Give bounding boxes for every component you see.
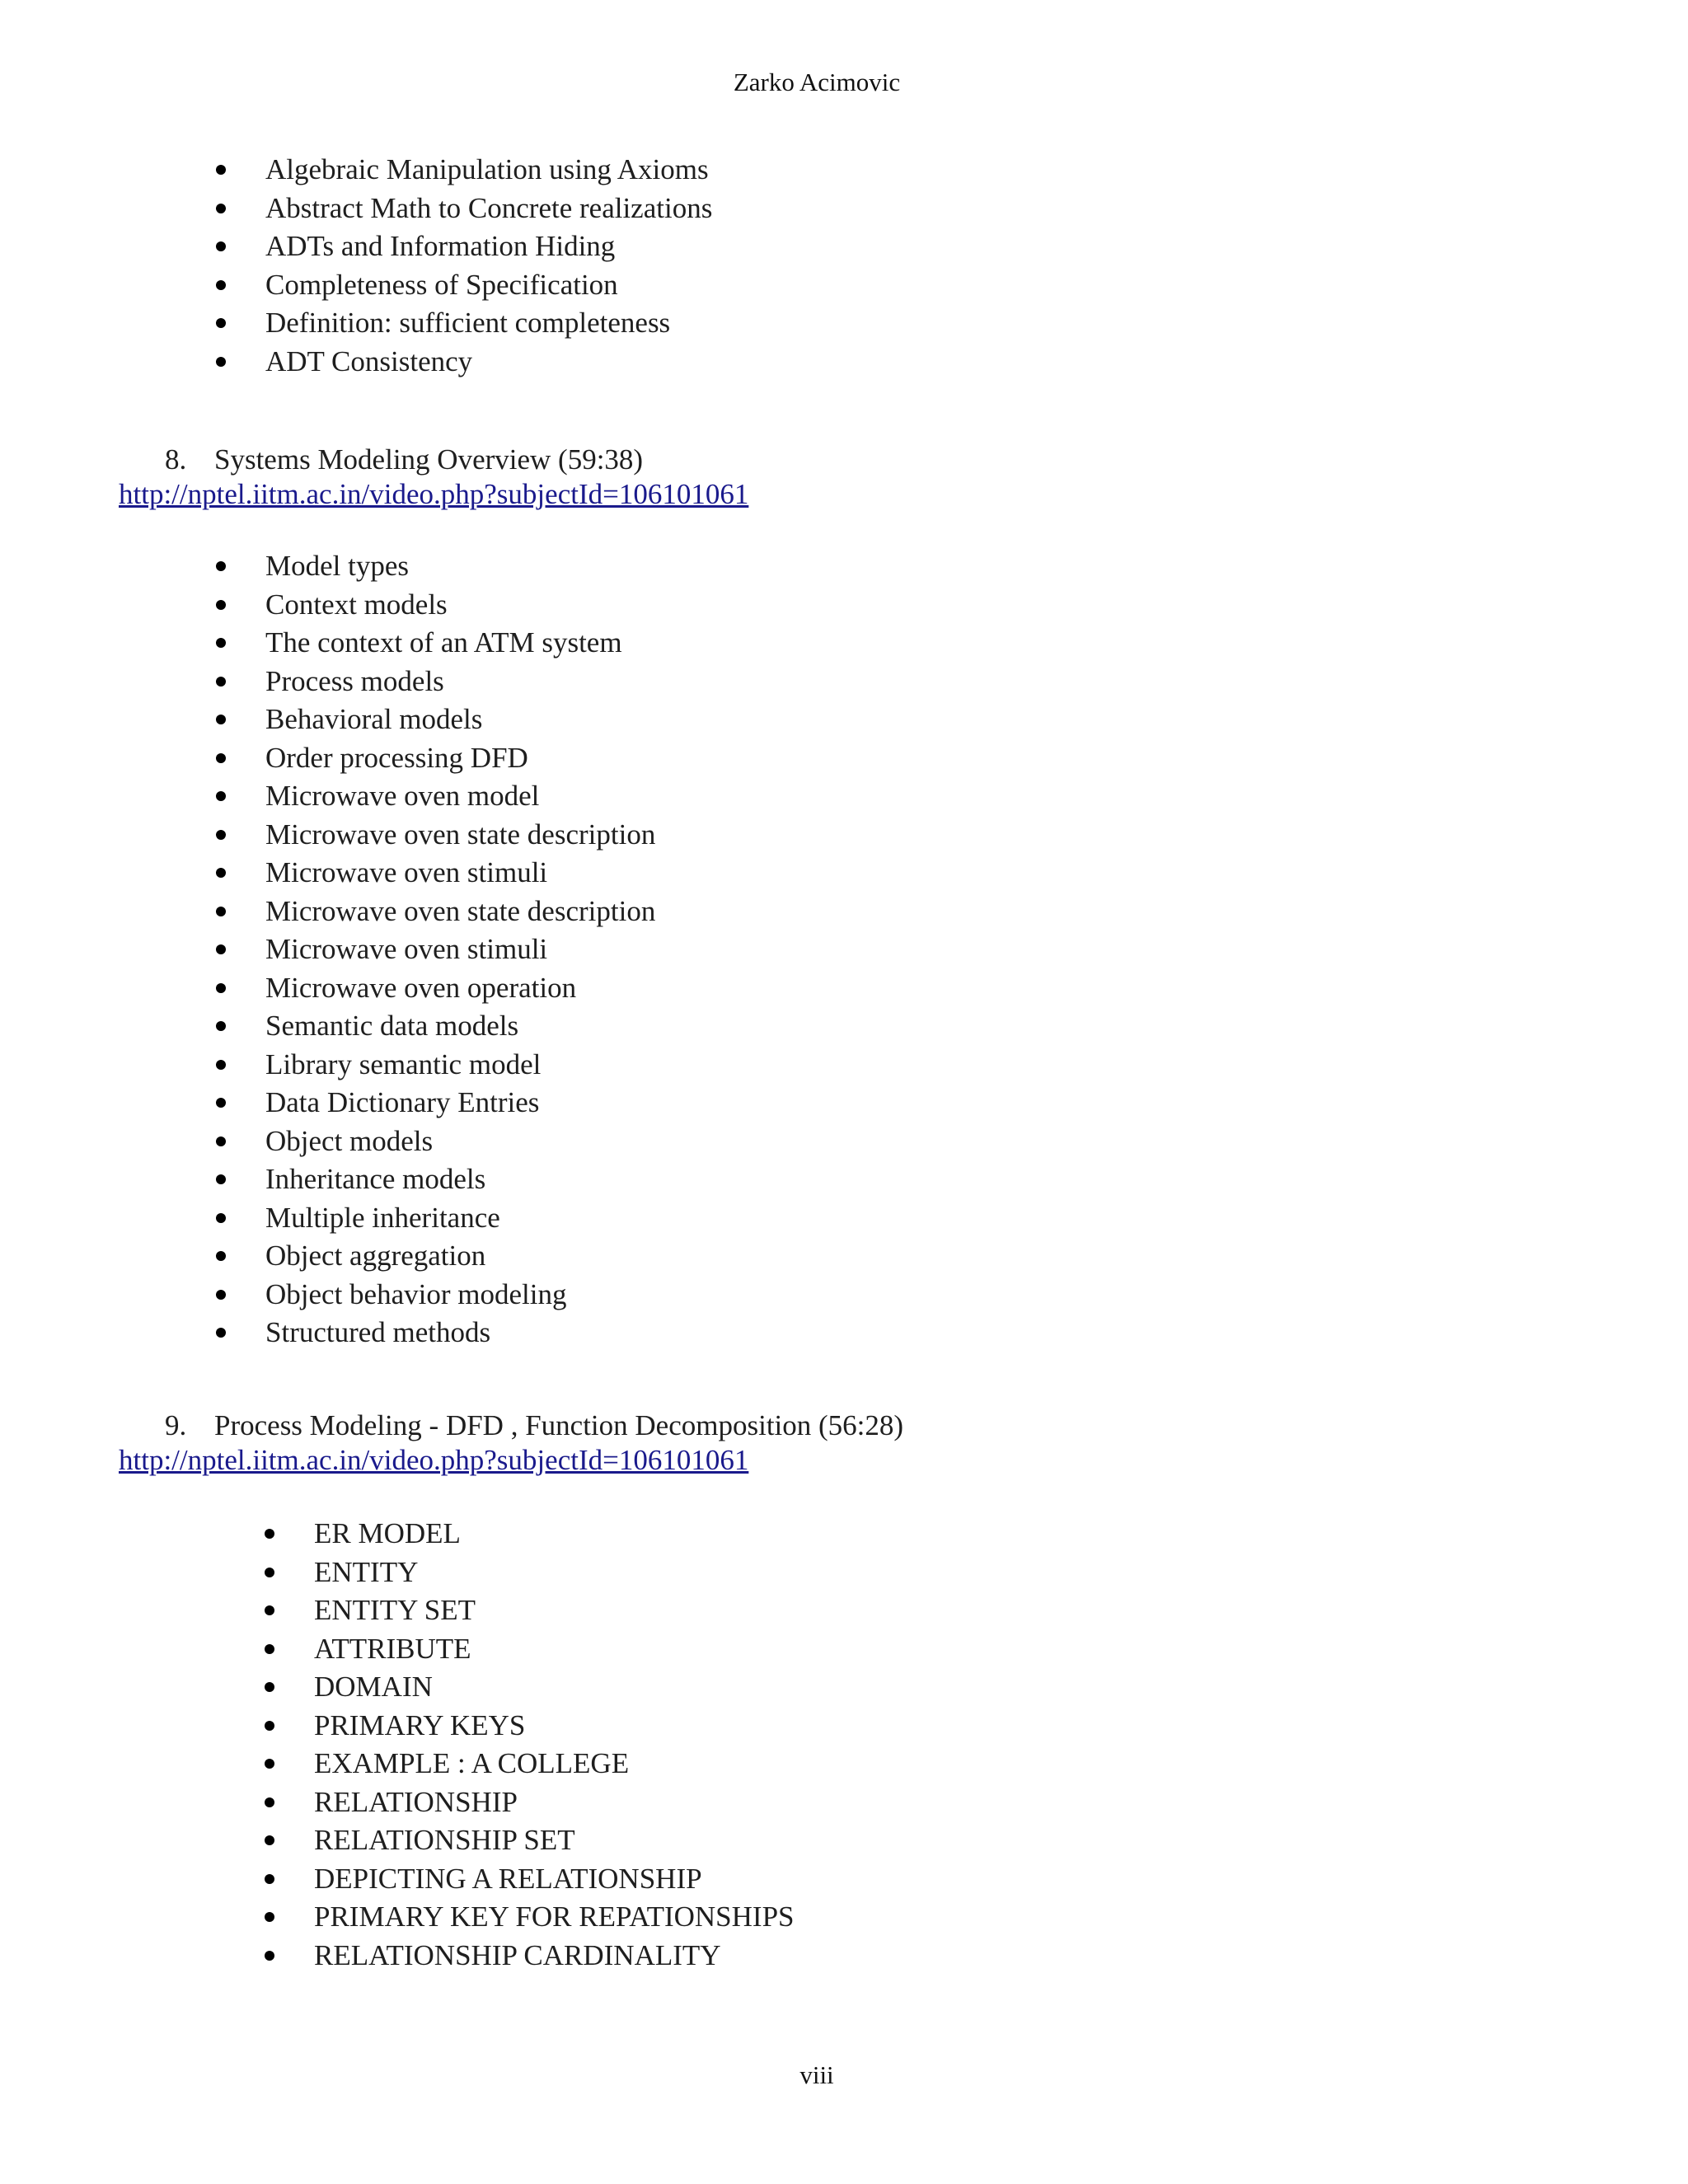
list-item (314, 1630, 795, 1669)
list-item (265, 1276, 655, 1315)
list-item (265, 586, 655, 625)
list-item (265, 624, 655, 663)
page-header-author: Zarko Acimovic (733, 68, 901, 96)
list-item (265, 1046, 655, 1085)
intro-bullet-list (265, 151, 712, 381)
bullet-icon (216, 1328, 226, 1338)
list-item-text: PRIMARY KEYS (314, 1708, 526, 1741)
bullet-icon (265, 1759, 274, 1769)
list-item-text: Abstract Math to Concrete realizations (265, 191, 713, 224)
bullet-icon (216, 868, 226, 878)
list-item-text: ENTITY SET (314, 1594, 476, 1626)
bullet-icon (216, 830, 226, 840)
bullet-icon (265, 1951, 274, 1961)
list-item-text: Library semantic model (265, 1047, 542, 1080)
section-9-number: 9. (165, 1409, 187, 1441)
list-item (265, 854, 655, 893)
section-9-heading (165, 1409, 903, 1442)
bullet-icon (265, 1644, 274, 1654)
list-item-text: The context of an ATM system (265, 626, 622, 658)
bullet-icon (216, 677, 226, 687)
bullet-icon (265, 1721, 274, 1731)
bullet-icon (265, 1912, 274, 1922)
bullet-icon (216, 983, 226, 993)
list-item (265, 151, 712, 190)
list-item (265, 969, 655, 1008)
list-item (265, 304, 712, 343)
section-9-link[interactable]: http://nptel.iitm.ac.in/video.php?subjectId=106101061 (119, 1444, 749, 1476)
list-item (314, 1860, 795, 1899)
list-item-text: ADTs and Information Hiding (265, 230, 616, 262)
list-item (314, 1515, 795, 1554)
list-item-text: Algebraic Manipulation using Axioms (265, 153, 709, 185)
bullet-icon (216, 204, 226, 213)
list-item-text: ADT Consistency (265, 344, 473, 377)
list-item-text: EXAMPLE : A COLLEGE (314, 1747, 630, 1779)
list-item (265, 777, 655, 816)
bullet-icon (216, 165, 226, 175)
list-item (265, 227, 712, 266)
list-item-text: Process models (265, 664, 444, 697)
bullet-icon (216, 1098, 226, 1108)
list-item-text: Microwave oven state description (265, 818, 656, 851)
list-item-text: Object models (265, 1124, 434, 1157)
list-item (314, 1745, 795, 1783)
bullet-icon (216, 357, 226, 367)
bullet-icon (216, 638, 226, 648)
page-number: viii (799, 2060, 834, 2089)
list-item (265, 1199, 655, 1238)
list-item (265, 1237, 655, 1276)
list-item-text: RELATIONSHIP CARDINALITY (314, 1938, 721, 1971)
bullet-icon (216, 1290, 226, 1300)
list-item-text: Microwave oven state description (265, 894, 656, 927)
list-item-text: Structured methods (265, 1316, 491, 1348)
bullet-icon (265, 1605, 274, 1615)
list-item (265, 343, 712, 382)
list-item (265, 816, 655, 855)
bullet-icon (216, 1021, 226, 1031)
list-item-text: RELATIONSHIP (314, 1785, 518, 1818)
list-item-text: Multiple inheritance (265, 1201, 500, 1234)
bullet-icon (216, 318, 226, 328)
list-item (265, 547, 655, 586)
section-9-bullet-list (314, 1515, 795, 1975)
section-8-bullet-list (265, 547, 655, 1352)
bullet-icon (265, 1874, 274, 1884)
bullet-icon (216, 907, 226, 916)
section-8-number: 8. (165, 443, 187, 476)
list-item (265, 1007, 655, 1046)
bullet-icon (216, 944, 226, 954)
bullet-icon (265, 1529, 274, 1539)
bullet-icon (265, 1682, 274, 1692)
list-item-text: Order processing DFD (265, 741, 528, 774)
section-8-link[interactable]: http://nptel.iitm.ac.in/video.php?subjectId=106101061 (119, 478, 749, 510)
list-item-text: ATTRIBUTE (314, 1632, 471, 1665)
list-item-text: Semantic data models (265, 1010, 519, 1042)
list-item (314, 1554, 795, 1592)
list-item-text: Object aggregation (265, 1240, 486, 1272)
list-item (265, 930, 655, 969)
list-item (314, 1783, 795, 1822)
bullet-icon (265, 1568, 274, 1577)
list-item-text: Microwave oven operation (265, 971, 577, 1004)
bullet-icon (216, 1137, 226, 1146)
list-item-text: Inheritance models (265, 1163, 486, 1195)
list-item-text: RELATIONSHIP SET (314, 1824, 575, 1856)
bullet-icon (216, 600, 226, 610)
bullet-icon (216, 1251, 226, 1261)
list-item-text: ENTITY (314, 1555, 419, 1588)
bullet-icon (216, 1174, 226, 1184)
bullet-icon (216, 753, 226, 763)
section-9-title: Process Modeling - DFD , Function Decomposition (56:28) (214, 1409, 904, 1441)
list-item (265, 701, 655, 739)
list-item-text: ER MODEL (314, 1517, 461, 1549)
list-item (265, 893, 655, 931)
bullet-icon (216, 280, 226, 290)
bullet-icon (216, 561, 226, 571)
list-item (265, 266, 712, 305)
list-item-text: Completeness of Specification (265, 268, 618, 301)
list-item-text: Data Dictionary Entries (265, 1086, 540, 1118)
list-item (314, 1591, 795, 1630)
bullet-icon (216, 1060, 226, 1070)
list-item (314, 1821, 795, 1860)
list-item-text: Object behavior modeling (265, 1277, 567, 1310)
bullet-icon (216, 1213, 226, 1223)
list-item (265, 190, 712, 228)
list-item (314, 1898, 795, 1937)
list-item (265, 1160, 655, 1199)
list-item-text: DOMAIN (314, 1671, 433, 1703)
list-item-text: Model types (265, 550, 410, 582)
section-8-heading (165, 443, 643, 476)
list-item (265, 1314, 655, 1352)
list-item (265, 1084, 655, 1122)
list-item-text: Microwave oven stimuli (265, 933, 548, 965)
list-item (265, 739, 655, 778)
list-item-text: Context models (265, 588, 448, 621)
bullet-icon (265, 1797, 274, 1807)
list-item-text: Microwave oven model (265, 780, 540, 812)
bullet-icon (216, 241, 226, 251)
list-item (314, 1707, 795, 1746)
list-item-text: Behavioral models (265, 703, 483, 735)
list-item (314, 1937, 795, 1975)
list-item (314, 1668, 795, 1707)
list-item-text: DEPICTING A RELATIONSHIP (314, 1862, 702, 1895)
bullet-icon (216, 791, 226, 801)
list-item-text: PRIMARY KEY FOR REPATIONSHIPS (314, 1900, 795, 1933)
bullet-icon (216, 715, 226, 724)
list-item (265, 663, 655, 701)
section-8-title: Systems Modeling Overview (59:38) (214, 443, 644, 476)
list-item (265, 1122, 655, 1161)
list-item-text: Microwave oven stimuli (265, 856, 548, 888)
list-item-text: Definition: sufficient completeness (265, 307, 671, 339)
bullet-icon (265, 1835, 274, 1845)
